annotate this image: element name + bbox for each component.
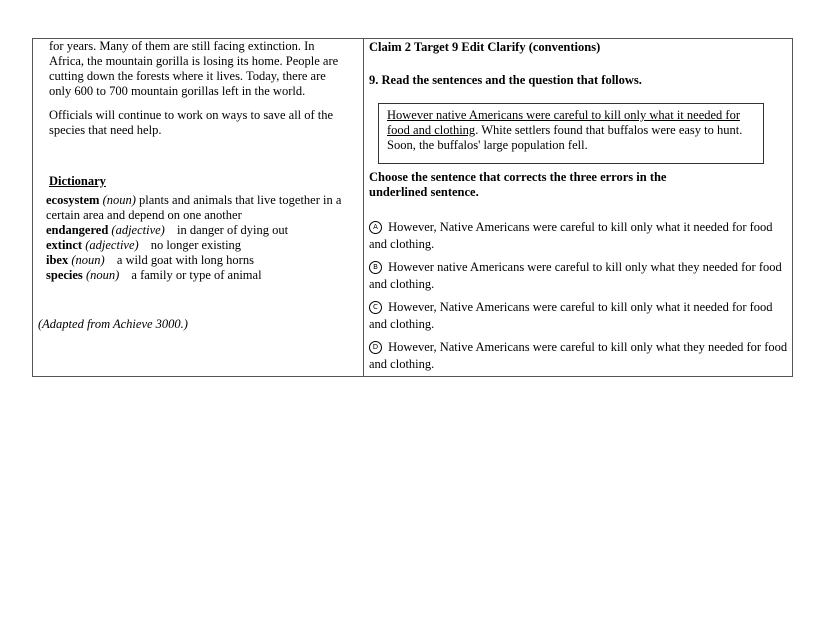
- claim-heading: Claim 2 Target 9 Edit Clarify (conventions): [369, 40, 601, 54]
- dictionary-entry: [46, 223, 351, 238]
- question-instruction: Choose the sentence that corrects the three errors in the underlined sentence.: [369, 170, 667, 199]
- excerpt-box: [378, 103, 764, 164]
- part-of-speech: (noun): [102, 193, 136, 207]
- option-text: However, Native Americans were careful to kill only what they needed for food and clothing.: [369, 340, 788, 371]
- part-of-speech: (noun): [71, 253, 105, 267]
- option-text: However native Americans were careful to kill only what they needed for food and clothing.: [369, 260, 782, 291]
- question-prompt: 9. Read the sentences and the question that follows.: [369, 73, 642, 87]
- dictionary-definition: plants and animals that live together in a certain area and depend on one another: [46, 193, 342, 222]
- dictionary-entry: [46, 193, 351, 223]
- part-of-speech: (noun): [85, 268, 120, 282]
- option-letter-circle[interactable]: A: [369, 221, 382, 234]
- dictionary-entry: [46, 253, 351, 268]
- dictionary-term: endangered: [46, 223, 109, 237]
- dictionary-definition: in danger of dying out: [176, 223, 289, 237]
- column-divider: [363, 39, 364, 376]
- dictionary-term: ecosystem: [46, 193, 100, 207]
- option-text: However, Native Americans were careful to kill only what it needed for food and clothing.: [369, 220, 773, 251]
- dictionary-definition: a wild goat with long horns: [116, 253, 254, 267]
- dictionary-definition: no longer existing: [150, 238, 242, 252]
- source-citation: (Adapted from Achieve 3000.): [38, 317, 188, 331]
- reading-passage: [49, 39, 349, 138]
- answer-options: [369, 219, 791, 379]
- option-text: However, Native Americans were careful to kill only what it needed for food and clothing.: [369, 300, 773, 331]
- dictionary-list: [46, 193, 351, 283]
- dictionary-term: extinct: [46, 238, 83, 252]
- passage-paragraph: Officials will continue to work on ways to save all of the species that need help.: [49, 108, 334, 137]
- dictionary-title: Dictionary: [49, 174, 106, 188]
- dictionary-term: species: [46, 268, 83, 282]
- answer-option-b[interactable]: [369, 259, 791, 293]
- excerpt-text: . White settlers found that buffalos were easy to hunt. Soon, the buffalos' large population fell.: [387, 123, 743, 152]
- part-of-speech: (adjective): [85, 238, 139, 252]
- answer-option-d[interactable]: [369, 339, 791, 373]
- passage-paragraph: for years. Many of them are still facing extinction. In Africa, the mountain gorilla is losing its home. People are cutting down the forests where it lives. Today, there are only 600 to 700 mountain gorillas left in the world.: [49, 39, 339, 98]
- option-letter-circle[interactable]: B: [369, 261, 382, 274]
- dictionary-term: ibex: [46, 253, 69, 267]
- underlined-sentence: However native Americans were careful to kill only what it needed for food and clothing: [387, 108, 740, 137]
- dictionary-definition: a family or type of animal: [131, 268, 262, 282]
- worksheet-table: [32, 38, 793, 377]
- option-letter-circle[interactable]: C: [369, 301, 382, 314]
- answer-option-a[interactable]: [369, 219, 791, 253]
- option-letter-circle[interactable]: D: [369, 341, 382, 354]
- dictionary-entry: [46, 238, 351, 253]
- answer-option-c[interactable]: [369, 299, 791, 333]
- dictionary-entry: [46, 268, 351, 283]
- part-of-speech: (adjective): [111, 223, 165, 237]
